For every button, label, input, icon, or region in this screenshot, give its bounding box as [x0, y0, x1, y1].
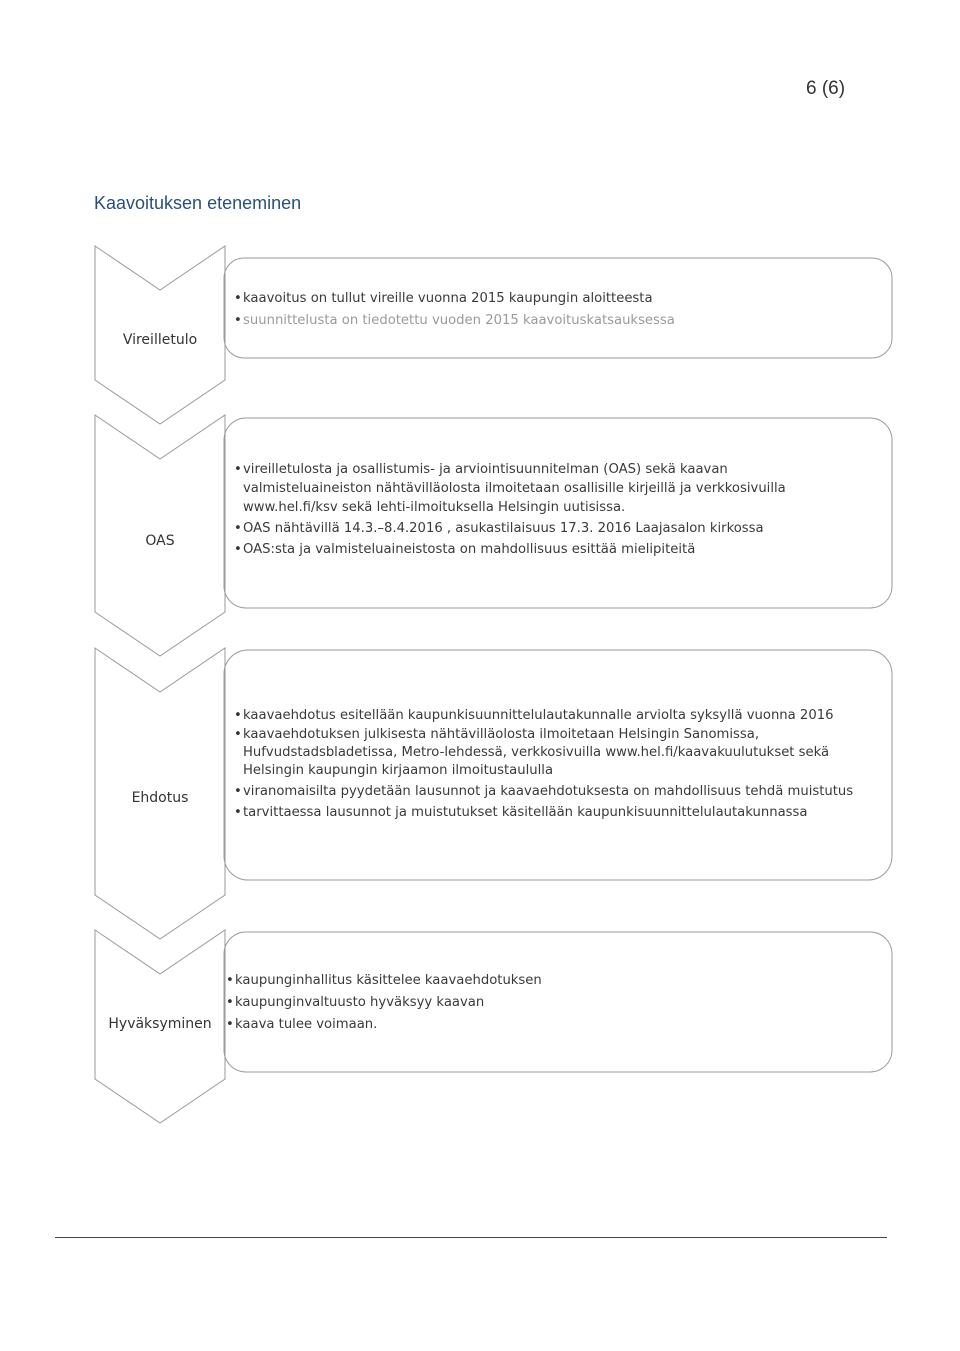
list-item-continuation: Helsingin kaupungin kirjaamon ilmoitustaululla	[243, 763, 554, 778]
stage-text-vireilletulo	[234, 290, 884, 335]
list-item: • tarvittaessa lausunnot ja muistutukset käsitellään kaupunkisuunnittelulautakunnassa	[234, 804, 889, 822]
page-title: Kaavoituksen eteneminen	[94, 193, 302, 213]
page-number: 6 (6)	[806, 78, 846, 99]
stage-label-hyvaksyminen: Hyväksyminen	[108, 1016, 212, 1032]
list-item: • OAS nähtävillä 14.3.–8.4.2016 , asukastilaisuus 17.3. 2016 Laajasalon kirkossa	[234, 520, 884, 538]
stage-label-oas: OAS	[145, 533, 175, 549]
list-item: • kaavaehdotuksen julkisesta nähtävilläolosta ilmoitetaan Helsingin Sanomissa,	[234, 726, 889, 744]
list-item: • OAS:sta ja valmisteluaineistosta on mahdollisuus esittää mielipiteitä	[234, 541, 884, 559]
list-item: • vireilletulosta ja osallistumis- ja arviointisuunnitelman (OAS) sekä kaavan	[234, 461, 884, 479]
list-item: • kaava tulee voimaan.	[226, 1016, 876, 1034]
list-item-continuation: Hufvudstadsbladetissa, Metro-lehdessä, verkkosivuilla www.hel.fi/kaavakuulutukset sekä	[243, 745, 830, 760]
list-item: • viranomaisilta pyydetään lausunnot ja kaavaehdotuksesta on mahdollisuus tehdä muistutus	[234, 783, 889, 801]
stage-text-hyvaksyminen	[226, 972, 876, 1039]
list-item-continuation: valmisteluaineiston nähtävilläolosta ilmoitetaan osallisille kirjeillä ja verkkosivuilla	[243, 481, 786, 496]
list-item: • kaavoitus on tullut vireille vuonna 2015 kaupungin aloitteesta	[234, 290, 884, 308]
list-item: • suunnittelusta on tiedotettu vuoden 2015 kaavoituskatsauksessa	[234, 312, 884, 330]
footer-divider	[55, 1237, 887, 1238]
list-item-continuation: www.hel.fi/ksv sekä lehti-ilmoituksella Helsingin uutisissa.	[243, 500, 626, 515]
list-item: • kaavaehdotus esitellään kaupunkisuunnittelulautakunnalle arviolta syksyllä vuonna 2016	[234, 707, 889, 725]
stage-text-ehdotus	[234, 707, 889, 827]
stage-label-ehdotus: Ehdotus	[131, 790, 189, 806]
list-item: • kaupunginhallitus käsittelee kaavaehdotuksen	[226, 972, 876, 990]
stage-label-vireilletulo: Vireilletulo	[122, 332, 198, 348]
list-item: • kaupunginvaltuusto hyväksyy kaavan	[226, 994, 876, 1012]
stage-text-oas	[234, 461, 884, 564]
